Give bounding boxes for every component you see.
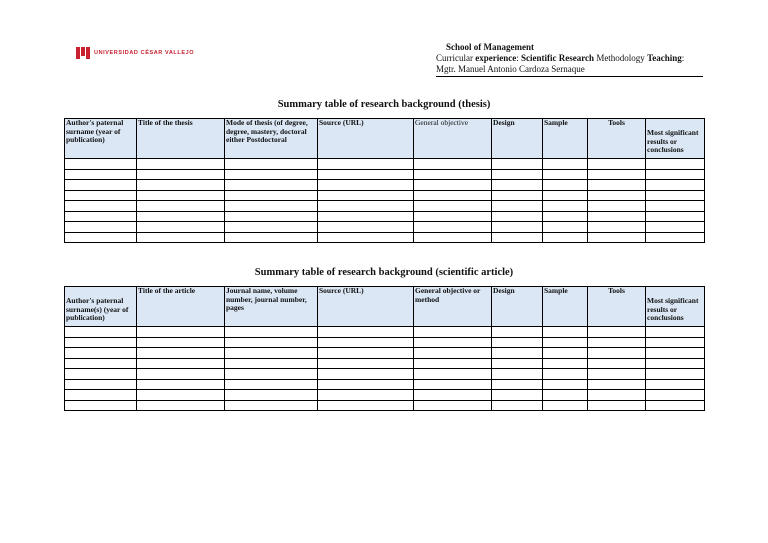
table-cell[interactable] [318, 379, 414, 390]
table-row [65, 348, 705, 359]
table-cell[interactable] [414, 400, 492, 411]
table-cell[interactable] [225, 222, 318, 233]
table-cell[interactable] [318, 222, 414, 233]
thesis-table-title: Summary table of research background (thesis) [277, 99, 491, 110]
table-row [65, 369, 705, 380]
header-cell-title: Title of the thesis [137, 119, 225, 159]
table-cell[interactable] [137, 211, 225, 222]
table-row [65, 169, 705, 180]
table-cell[interactable] [225, 169, 318, 180]
table-row [65, 180, 705, 191]
table-cell[interactable] [646, 211, 705, 222]
header-cell-tools: Tools [588, 287, 646, 327]
table-cell[interactable] [543, 348, 588, 359]
table-cell[interactable] [137, 348, 225, 359]
table-cell[interactable] [65, 400, 137, 411]
table-row [65, 232, 705, 243]
table-cell[interactable] [318, 169, 414, 180]
table-cell[interactable] [543, 211, 588, 222]
table-row [65, 358, 705, 369]
header-cell-author: Author's paternal surname(s) (year of publication) [65, 287, 137, 327]
table-cell[interactable] [414, 379, 492, 390]
table-cell[interactable] [65, 201, 137, 212]
table-cell[interactable] [492, 232, 543, 243]
table-cell[interactable] [318, 327, 414, 338]
table-cell[interactable] [65, 379, 137, 390]
table-cell[interactable] [137, 222, 225, 233]
table-cell[interactable] [588, 159, 646, 170]
table-cell[interactable] [588, 169, 646, 180]
table-cell[interactable] [65, 327, 137, 338]
table-cell[interactable] [492, 369, 543, 380]
table-row [65, 337, 705, 348]
table-cell[interactable] [414, 222, 492, 233]
table-cell[interactable] [414, 211, 492, 222]
table-cell[interactable] [318, 400, 414, 411]
table-cell[interactable] [65, 211, 137, 222]
table-cell[interactable] [225, 348, 318, 359]
table-cell[interactable] [318, 180, 414, 191]
table-row [65, 211, 705, 222]
table-cell[interactable] [225, 390, 318, 401]
table-cell[interactable] [543, 369, 588, 380]
table-cell[interactable] [65, 159, 137, 170]
table-row [65, 327, 705, 338]
table-cell[interactable] [646, 369, 705, 380]
table-row [65, 400, 705, 411]
table-cell[interactable] [225, 211, 318, 222]
header-cell-mode: Mode of thesis (of degree, degree, mastery, doctoral either Postdoctoral [225, 119, 318, 159]
table-cell[interactable] [543, 169, 588, 180]
table-cell[interactable] [414, 337, 492, 348]
table-cell[interactable] [543, 232, 588, 243]
thesis-summary-table [64, 118, 705, 243]
table-cell[interactable] [492, 190, 543, 201]
table-cell[interactable] [137, 169, 225, 180]
table-cell[interactable] [414, 201, 492, 212]
table-cell[interactable] [646, 400, 705, 411]
table-cell[interactable] [225, 232, 318, 243]
table-header-row [65, 119, 705, 159]
table-cell[interactable] [414, 159, 492, 170]
table-cell[interactable] [414, 180, 492, 191]
table-cell[interactable] [318, 201, 414, 212]
table-cell[interactable] [137, 358, 225, 369]
header-cell-title: Title of the article [137, 287, 225, 327]
table-cell[interactable] [588, 232, 646, 243]
university-logo [76, 47, 194, 59]
table-cell[interactable] [646, 159, 705, 170]
table-cell[interactable] [588, 211, 646, 222]
table-cell[interactable] [543, 190, 588, 201]
table-cell[interactable] [137, 159, 225, 170]
header-cell-results: Most significant results or conclusions [646, 287, 705, 327]
header-cell-journal: Journal name, volume number, journal number, pages [225, 287, 318, 327]
table-cell[interactable] [588, 327, 646, 338]
table-cell[interactable] [646, 358, 705, 369]
table-cell[interactable] [137, 190, 225, 201]
university-crest-icon [76, 47, 90, 59]
table-cell[interactable] [318, 232, 414, 243]
table-cell[interactable] [414, 358, 492, 369]
table-cell[interactable] [137, 327, 225, 338]
table-cell[interactable] [137, 369, 225, 380]
table-cell[interactable] [543, 180, 588, 191]
table-cell[interactable] [543, 390, 588, 401]
table-cell[interactable] [318, 337, 414, 348]
table-row [65, 190, 705, 201]
table-cell[interactable] [492, 358, 543, 369]
table-cell[interactable] [414, 390, 492, 401]
table-cell[interactable] [414, 348, 492, 359]
table-cell[interactable] [646, 379, 705, 390]
table-row [65, 379, 705, 390]
header-cell-sample: Sample [543, 287, 588, 327]
table-cell[interactable] [543, 222, 588, 233]
article-table-title: Summary table of research background (scientific article) [254, 267, 514, 278]
table-cell[interactable] [646, 232, 705, 243]
table-cell[interactable] [65, 169, 137, 180]
table-cell[interactable] [65, 390, 137, 401]
table-cell[interactable] [137, 337, 225, 348]
table-cell[interactable] [492, 211, 543, 222]
school-name: School of Management [446, 42, 534, 52]
teacher-name: Mgtr. Manuel Antonio Cardoza Sernaque [436, 64, 703, 77]
table-cell[interactable] [646, 337, 705, 348]
table-cell[interactable] [65, 232, 137, 243]
table-cell[interactable] [588, 379, 646, 390]
table-cell[interactable] [225, 190, 318, 201]
table-cell[interactable] [318, 348, 414, 359]
table-cell[interactable] [137, 390, 225, 401]
table-cell[interactable] [588, 180, 646, 191]
header-cell-results: Most significant results or conclusions [646, 119, 705, 159]
table-cell[interactable] [225, 379, 318, 390]
table-cell[interactable] [543, 337, 588, 348]
header-cell-sample: Sample [543, 119, 588, 159]
table-cell[interactable] [492, 337, 543, 348]
table-row [65, 159, 705, 170]
table-cell[interactable] [492, 180, 543, 191]
table-cell[interactable] [318, 211, 414, 222]
header-cell-source: Source (URL) [318, 287, 414, 327]
table-cell[interactable] [543, 201, 588, 212]
table-cell[interactable] [225, 327, 318, 338]
table-cell[interactable] [225, 358, 318, 369]
table-cell[interactable] [588, 222, 646, 233]
document-header [436, 42, 703, 77]
table-cell[interactable] [646, 201, 705, 212]
header-cell-design: Design [492, 119, 543, 159]
table-cell[interactable] [65, 222, 137, 233]
header-cell-source: Source (URL) [318, 119, 414, 159]
table-cell[interactable] [588, 390, 646, 401]
header-cell-objective: General objective or method [414, 287, 492, 327]
table-cell[interactable] [588, 400, 646, 411]
table-cell[interactable] [646, 348, 705, 359]
table-cell[interactable] [492, 201, 543, 212]
table-cell[interactable] [588, 369, 646, 380]
table-cell[interactable] [225, 159, 318, 170]
table-row [65, 222, 705, 233]
table-cell[interactable] [492, 400, 543, 411]
table-cell[interactable] [137, 400, 225, 411]
table-cell[interactable] [414, 369, 492, 380]
logo-text: UNIVERSIDAD CÉSAR VALLEJO [94, 50, 195, 56]
header-cell-author: Author's paternal surname (year of publication) [65, 119, 137, 159]
table-cell[interactable] [65, 348, 137, 359]
table-cell[interactable] [492, 222, 543, 233]
table-cell[interactable] [65, 369, 137, 380]
header-cell-objective: General objective [414, 119, 492, 159]
table-cell[interactable] [65, 190, 137, 201]
table-cell[interactable] [492, 159, 543, 170]
table-cell[interactable] [588, 358, 646, 369]
table-cell[interactable] [543, 358, 588, 369]
table-cell[interactable] [414, 327, 492, 338]
table-cell[interactable] [588, 348, 646, 359]
table-cell[interactable] [588, 337, 646, 348]
table-row [65, 201, 705, 212]
header-cell-tools: Tools [588, 119, 646, 159]
table-cell[interactable] [225, 180, 318, 191]
table-cell[interactable] [225, 337, 318, 348]
table-cell[interactable] [646, 327, 705, 338]
table-cell[interactable] [318, 358, 414, 369]
table-cell[interactable] [646, 180, 705, 191]
table-cell[interactable] [318, 369, 414, 380]
table-cell[interactable] [646, 190, 705, 201]
table-cell[interactable] [492, 327, 543, 338]
table-cell[interactable] [492, 379, 543, 390]
table-cell[interactable] [137, 180, 225, 191]
table-cell[interactable] [137, 379, 225, 390]
table-cell[interactable] [65, 358, 137, 369]
table-header-row [65, 287, 705, 327]
table-cell[interactable] [65, 180, 137, 191]
table-row [65, 390, 705, 401]
table-cell[interactable] [225, 369, 318, 380]
table-cell[interactable] [225, 400, 318, 411]
table-cell[interactable] [646, 169, 705, 180]
table-cell[interactable] [543, 379, 588, 390]
course-line: Curricular experience: Scientific Research Methodology Teaching: [436, 53, 685, 63]
table-cell[interactable] [646, 222, 705, 233]
table-cell[interactable] [588, 190, 646, 201]
table-cell[interactable] [318, 159, 414, 170]
table-cell[interactable] [492, 169, 543, 180]
table-cell[interactable] [543, 400, 588, 411]
article-summary-table [64, 286, 705, 411]
table-cell[interactable] [588, 201, 646, 212]
table-cell[interactable] [137, 201, 225, 212]
table-cell[interactable] [543, 327, 588, 338]
header-cell-design: Design [492, 287, 543, 327]
table-cell[interactable] [646, 390, 705, 401]
table-cell[interactable] [492, 390, 543, 401]
table-cell[interactable] [414, 190, 492, 201]
table-cell[interactable] [414, 232, 492, 243]
table-cell[interactable] [318, 190, 414, 201]
table-cell[interactable] [414, 169, 492, 180]
table-cell[interactable] [225, 201, 318, 212]
table-cell[interactable] [492, 348, 543, 359]
table-cell[interactable] [137, 232, 225, 243]
table-cell[interactable] [318, 390, 414, 401]
table-cell[interactable] [543, 159, 588, 170]
table-cell[interactable] [65, 337, 137, 348]
